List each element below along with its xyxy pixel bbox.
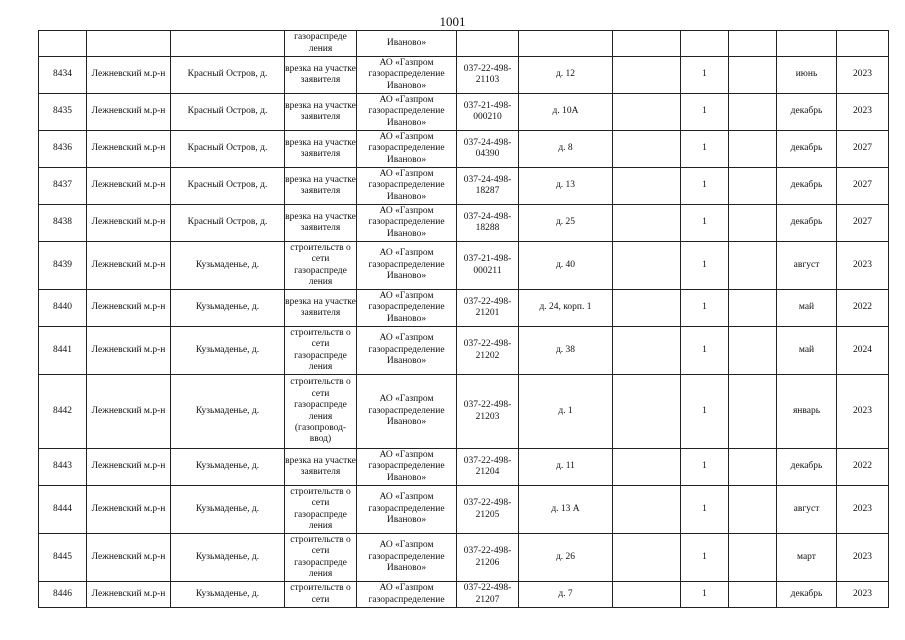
table-row	[39, 290, 889, 327]
cell-year: 2023	[837, 375, 889, 449]
cell-month: декабрь	[777, 205, 837, 242]
cell-no: 8436	[39, 131, 87, 168]
cell-month: декабрь	[777, 94, 837, 131]
cell-year	[837, 31, 889, 57]
cell-year: 2022	[837, 290, 889, 327]
cell-address: д. 7	[519, 582, 613, 608]
cell-quantity: 1	[681, 57, 729, 94]
cell-organization: АО «Газпром газораспределение Иваново»	[357, 94, 457, 131]
cell-quantity: 1	[681, 131, 729, 168]
cell-quantity: 1	[681, 168, 729, 205]
table-row-continuation	[39, 31, 889, 57]
cell-year: 2023	[837, 57, 889, 94]
cell-no: 8441	[39, 327, 87, 375]
cell-month: декабрь	[777, 449, 837, 486]
cell-code: 037-24-498-18287	[457, 168, 519, 205]
cell-month	[777, 31, 837, 57]
cell-address: д. 40	[519, 242, 613, 290]
cell-code: 037-24-498-18288	[457, 205, 519, 242]
cell-address: д. 11	[519, 449, 613, 486]
cell-work-type: строительств о сети газораспреде ления	[285, 534, 357, 582]
cell-settlement: Кузьмаденье, д.	[171, 327, 285, 375]
cell-blank	[729, 131, 777, 168]
cell-blank	[729, 582, 777, 608]
cell-settlement: Красный Остров, д.	[171, 57, 285, 94]
cell-quantity: 1	[681, 205, 729, 242]
cell-month: август	[777, 486, 837, 534]
cell-blank	[729, 94, 777, 131]
cell-work-type: врезка на участке заявителя	[285, 94, 357, 131]
table-row	[39, 205, 889, 242]
cell-blank	[613, 582, 681, 608]
cell-blank	[729, 534, 777, 582]
cell-district	[87, 31, 171, 57]
cell-district: Лежневский м.р-н	[87, 131, 171, 168]
cell-code: 037-22-498-21204	[457, 449, 519, 486]
cell-month: декабрь	[777, 582, 837, 608]
table-row	[39, 94, 889, 131]
table-row	[39, 242, 889, 290]
cell-work-type: строительств о сети газораспреде ления	[285, 327, 357, 375]
cell-code: 037-21-498-000211	[457, 242, 519, 290]
cell-quantity: 1	[681, 582, 729, 608]
cell-no: 8438	[39, 205, 87, 242]
cell-district: Лежневский м.р-н	[87, 449, 171, 486]
cell-address: д. 10А	[519, 94, 613, 131]
cell-district: Лежневский м.р-н	[87, 168, 171, 205]
cell-address: д. 12	[519, 57, 613, 94]
cell-settlement: Красный Остров, д.	[171, 131, 285, 168]
cell-settlement: Кузьмаденье, д.	[171, 486, 285, 534]
cell-district: Лежневский м.р-н	[87, 57, 171, 94]
cell-address: д. 26	[519, 534, 613, 582]
cell-blank	[613, 131, 681, 168]
cell-blank	[613, 57, 681, 94]
cell-year: 2023	[837, 242, 889, 290]
cell-year: 2027	[837, 168, 889, 205]
table-row	[39, 534, 889, 582]
cell-code	[457, 31, 519, 57]
cell-month: январь	[777, 375, 837, 449]
cell-work-type: строительств о сети газораспреде ления (газопровод-ввод)	[285, 375, 357, 449]
cell-blank	[729, 327, 777, 375]
cell-no: 8445	[39, 534, 87, 582]
cell-month: декабрь	[777, 131, 837, 168]
cell-organization: АО «Газпром газораспределение	[357, 582, 457, 608]
cell-work-type: врезка на участке заявителя	[285, 168, 357, 205]
cell-organization: АО «Газпром газораспределение Иваново»	[357, 486, 457, 534]
cell-year: 2027	[837, 131, 889, 168]
cell-code: 037-24-498-04390	[457, 131, 519, 168]
cell-code: 037-22-498-21203	[457, 375, 519, 449]
cell-work-type: строительств о сети газораспреде ления	[285, 486, 357, 534]
cell-organization: АО «Газпром газораспределение Иваново»	[357, 290, 457, 327]
cell-blank	[729, 205, 777, 242]
cell-year: 2023	[837, 582, 889, 608]
cell-month: декабрь	[777, 168, 837, 205]
cell-settlement: Кузьмаденье, д.	[171, 534, 285, 582]
cell-district: Лежневский м.р-н	[87, 242, 171, 290]
cell-work-type: врезка на участке заявителя	[285, 290, 357, 327]
cell-quantity	[681, 31, 729, 57]
cell-code: 037-21-498-000210	[457, 94, 519, 131]
cell-blank	[729, 168, 777, 205]
cell-no: 8444	[39, 486, 87, 534]
cell-blank	[613, 94, 681, 131]
cell-year: 2023	[837, 534, 889, 582]
cell-code: 037-22-498-21205	[457, 486, 519, 534]
cell-settlement: Кузьмаденье, д.	[171, 290, 285, 327]
cell-month: май	[777, 327, 837, 375]
cell-settlement: Красный Остров, д.	[171, 205, 285, 242]
cell-no	[39, 31, 87, 57]
cell-organization: АО «Газпром газораспределение Иваново»	[357, 168, 457, 205]
cell-blank	[613, 290, 681, 327]
cell-quantity: 1	[681, 449, 729, 486]
cell-code: 037-22-498-21201	[457, 290, 519, 327]
cell-code: 037-22-498-21206	[457, 534, 519, 582]
table-row	[39, 168, 889, 205]
cell-settlement: Кузьмаденье, д.	[171, 375, 285, 449]
cell-blank	[613, 534, 681, 582]
cell-district: Лежневский м.р-н	[87, 534, 171, 582]
cell-settlement	[171, 31, 285, 57]
cell-settlement: Кузьмаденье, д.	[171, 242, 285, 290]
cell-quantity: 1	[681, 375, 729, 449]
cell-organization: АО «Газпром газораспределение Иваново»	[357, 242, 457, 290]
table-row	[39, 57, 889, 94]
cell-blank	[613, 242, 681, 290]
cell-year: 2027	[837, 205, 889, 242]
cell-settlement: Кузьмаденье, д.	[171, 449, 285, 486]
cell-organization: Иваново»	[357, 31, 457, 57]
gas-connection-table	[38, 30, 889, 608]
cell-organization: АО «Газпром газораспределение Иваново»	[357, 131, 457, 168]
cell-year: 2024	[837, 327, 889, 375]
cell-no: 8440	[39, 290, 87, 327]
table-row	[39, 449, 889, 486]
cell-quantity: 1	[681, 242, 729, 290]
cell-blank	[613, 449, 681, 486]
cell-month: май	[777, 290, 837, 327]
cell-blank	[729, 290, 777, 327]
cell-blank	[729, 449, 777, 486]
cell-address: д. 1	[519, 375, 613, 449]
table-row	[39, 582, 889, 608]
cell-year: 2023	[837, 486, 889, 534]
cell-code: 037-22-498-21103	[457, 57, 519, 94]
cell-month: март	[777, 534, 837, 582]
cell-organization: АО «Газпром газораспределение Иваново»	[357, 534, 457, 582]
cell-organization: АО «Газпром газораспределение Иваново»	[357, 57, 457, 94]
cell-district: Лежневский м.р-н	[87, 327, 171, 375]
cell-district: Лежневский м.р-н	[87, 94, 171, 131]
cell-no: 8437	[39, 168, 87, 205]
cell-code: 037-22-498-21202	[457, 327, 519, 375]
cell-address: д. 8	[519, 131, 613, 168]
cell-work-type: строительств о сети газораспреде ления	[285, 242, 357, 290]
cell-district: Лежневский м.р-н	[87, 582, 171, 608]
cell-blank	[613, 486, 681, 534]
cell-settlement: Красный Остров, д.	[171, 168, 285, 205]
table-row	[39, 327, 889, 375]
cell-blank	[729, 242, 777, 290]
cell-district: Лежневский м.р-н	[87, 290, 171, 327]
cell-organization: АО «Газпром газораспределение Иваново»	[357, 327, 457, 375]
cell-blank	[613, 205, 681, 242]
cell-no: 8435	[39, 94, 87, 131]
cell-quantity: 1	[681, 94, 729, 131]
cell-address: д. 13 А	[519, 486, 613, 534]
cell-code: 037-22-498-21207	[457, 582, 519, 608]
cell-blank	[729, 31, 777, 57]
cell-work-type: врезка на участке заявителя	[285, 205, 357, 242]
cell-settlement: Кузьмаденье, д.	[171, 582, 285, 608]
cell-quantity: 1	[681, 290, 729, 327]
table-row	[39, 486, 889, 534]
cell-address	[519, 31, 613, 57]
cell-no: 8439	[39, 242, 87, 290]
cell-work-type: строительств о сети	[285, 582, 357, 608]
table-row	[39, 375, 889, 449]
cell-quantity: 1	[681, 534, 729, 582]
cell-settlement: Красный Остров, д.	[171, 94, 285, 131]
cell-no: 8434	[39, 57, 87, 94]
table-row	[39, 131, 889, 168]
cell-quantity: 1	[681, 486, 729, 534]
cell-blank	[729, 375, 777, 449]
cell-district: Лежневский м.р-н	[87, 486, 171, 534]
cell-no: 8442	[39, 375, 87, 449]
cell-work-type: газораспреде ления	[285, 31, 357, 57]
cell-organization: АО «Газпром газораспределение Иваново»	[357, 449, 457, 486]
cell-blank	[729, 486, 777, 534]
cell-quantity: 1	[681, 327, 729, 375]
cell-no: 8443	[39, 449, 87, 486]
cell-address: д. 38	[519, 327, 613, 375]
cell-blank	[613, 327, 681, 375]
cell-year: 2023	[837, 94, 889, 131]
cell-blank	[613, 168, 681, 205]
cell-district: Лежневский м.р-н	[87, 375, 171, 449]
cell-address: д. 13	[519, 168, 613, 205]
cell-blank	[613, 31, 681, 57]
cell-month: июнь	[777, 57, 837, 94]
cell-address: д. 25	[519, 205, 613, 242]
cell-district: Лежневский м.р-н	[87, 205, 171, 242]
cell-address: д. 24, корп. 1	[519, 290, 613, 327]
page-number: 1001	[439, 14, 466, 29]
cell-blank	[613, 375, 681, 449]
cell-month: август	[777, 242, 837, 290]
cell-work-type: врезка на участке заявителя	[285, 449, 357, 486]
cell-organization: АО «Газпром газораспределение Иваново»	[357, 375, 457, 449]
cell-organization: АО «Газпром газораспределение Иваново»	[357, 205, 457, 242]
cell-work-type: врезка на участке заявителя	[285, 57, 357, 94]
cell-blank	[729, 57, 777, 94]
cell-work-type: врезка на участке заявителя	[285, 131, 357, 168]
cell-year: 2022	[837, 449, 889, 486]
cell-no: 8446	[39, 582, 87, 608]
